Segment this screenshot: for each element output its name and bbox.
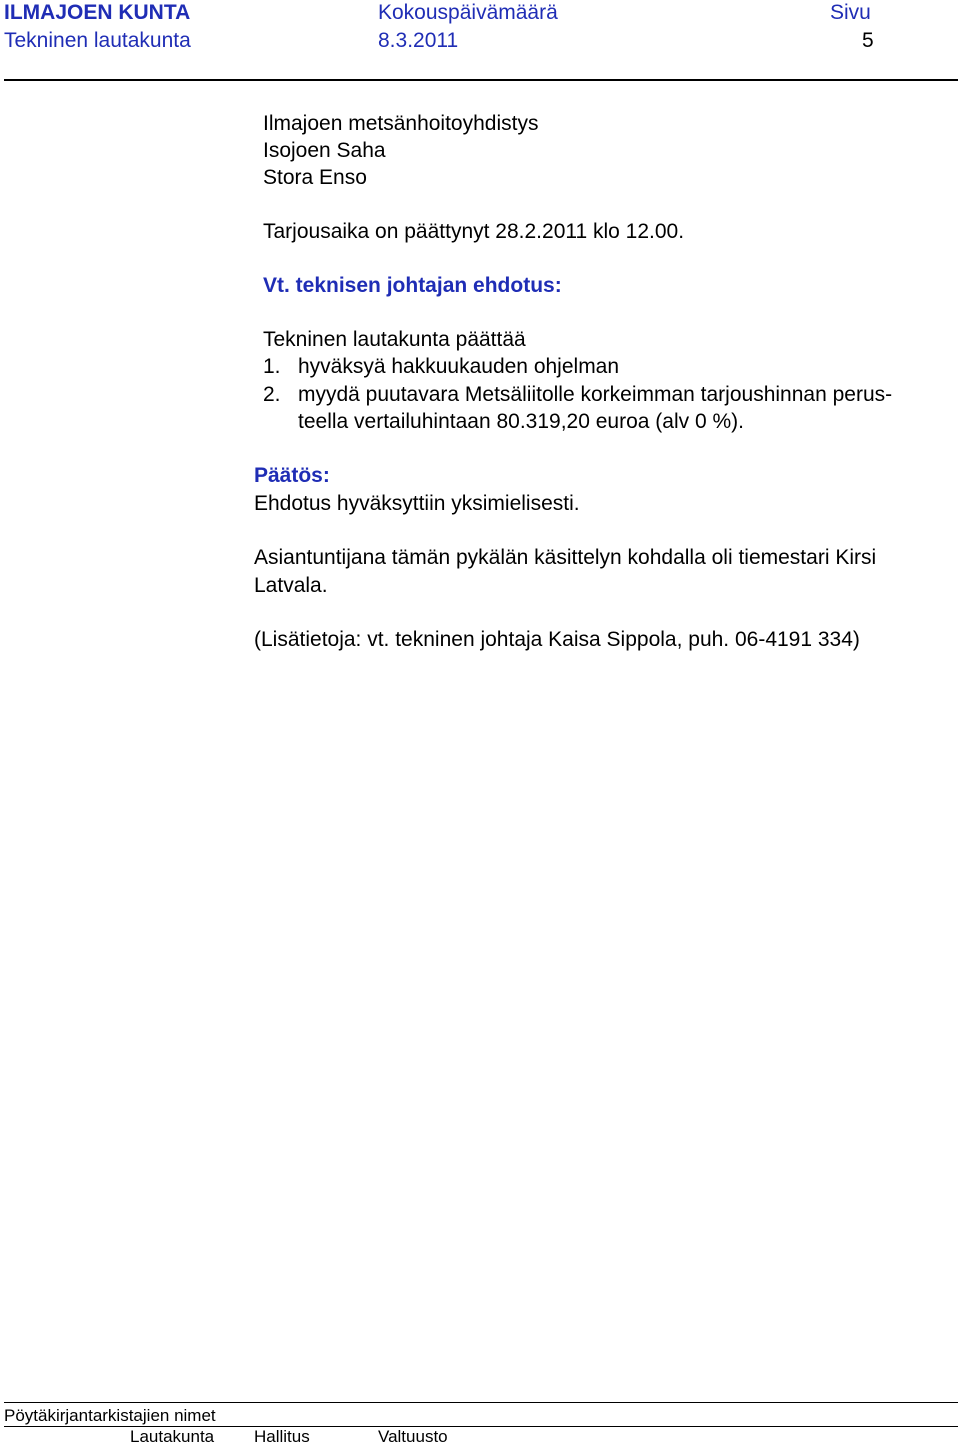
- proposal-item-text: myydä puutavara Metsäliitolle korkeimman tarjoushinnan perus-: [298, 383, 893, 406]
- expert-text-continued: Latvala.: [254, 574, 328, 597]
- meeting-date: 8.3.2011: [378, 29, 459, 52]
- page-label: Sivu: [830, 1, 871, 24]
- header-divider: [4, 79, 958, 81]
- footer-col-hallitus: Hallitus: [254, 1427, 310, 1446]
- signers-label: Pöytäkirjantarkistajien nimet: [4, 1406, 216, 1425]
- proposal-item-text-continued: teella vertailuhintaan 80.319,20 euroa (alv 0 %).: [298, 410, 744, 433]
- expert-text: Asiantuntijana tämän pykälän käsittelyn kohdalla oli tiemestari Kirsi: [254, 546, 877, 569]
- proposal-intro: Tekninen lautakunta päättää: [263, 328, 526, 351]
- deadline-text: Tarjousaika on päättynyt 28.2.2011 klo 12.00.: [263, 220, 685, 243]
- organization-name: ILMAJOEN KUNTA: [4, 1, 191, 24]
- page-number: 5: [862, 29, 874, 52]
- footer-col-valtuusto: Valtuusto: [378, 1427, 448, 1446]
- bidder-2: Isojoen Saha: [263, 139, 386, 162]
- proposal-heading: Vt. teknisen johtajan ehdotus:: [263, 274, 562, 297]
- proposal-item-number: 2.: [263, 383, 281, 406]
- footer-divider-top: [4, 1402, 958, 1403]
- footer-col-lautakunta: Lautakunta: [130, 1427, 215, 1446]
- proposal-item-number: 1.: [263, 355, 281, 378]
- more-info: (Lisätietoja: vt. tekninen johtaja Kaisa Sippola, puh. 06-4191 334): [254, 628, 860, 651]
- proposal-item-text: hyväksyä hakkuukauden ohjelman: [298, 355, 620, 378]
- bidder-3: Stora Enso: [263, 166, 367, 189]
- committee-name: Tekninen lautakunta: [4, 29, 191, 52]
- bidder-1: Ilmajoen metsänhoitoyhdistys: [263, 112, 539, 135]
- decision-text: Ehdotus hyväksyttiin yksimielisesti.: [254, 492, 580, 515]
- date-label: Kokouspäivämäärä: [378, 1, 558, 24]
- decision-heading: Päätös:: [254, 464, 330, 487]
